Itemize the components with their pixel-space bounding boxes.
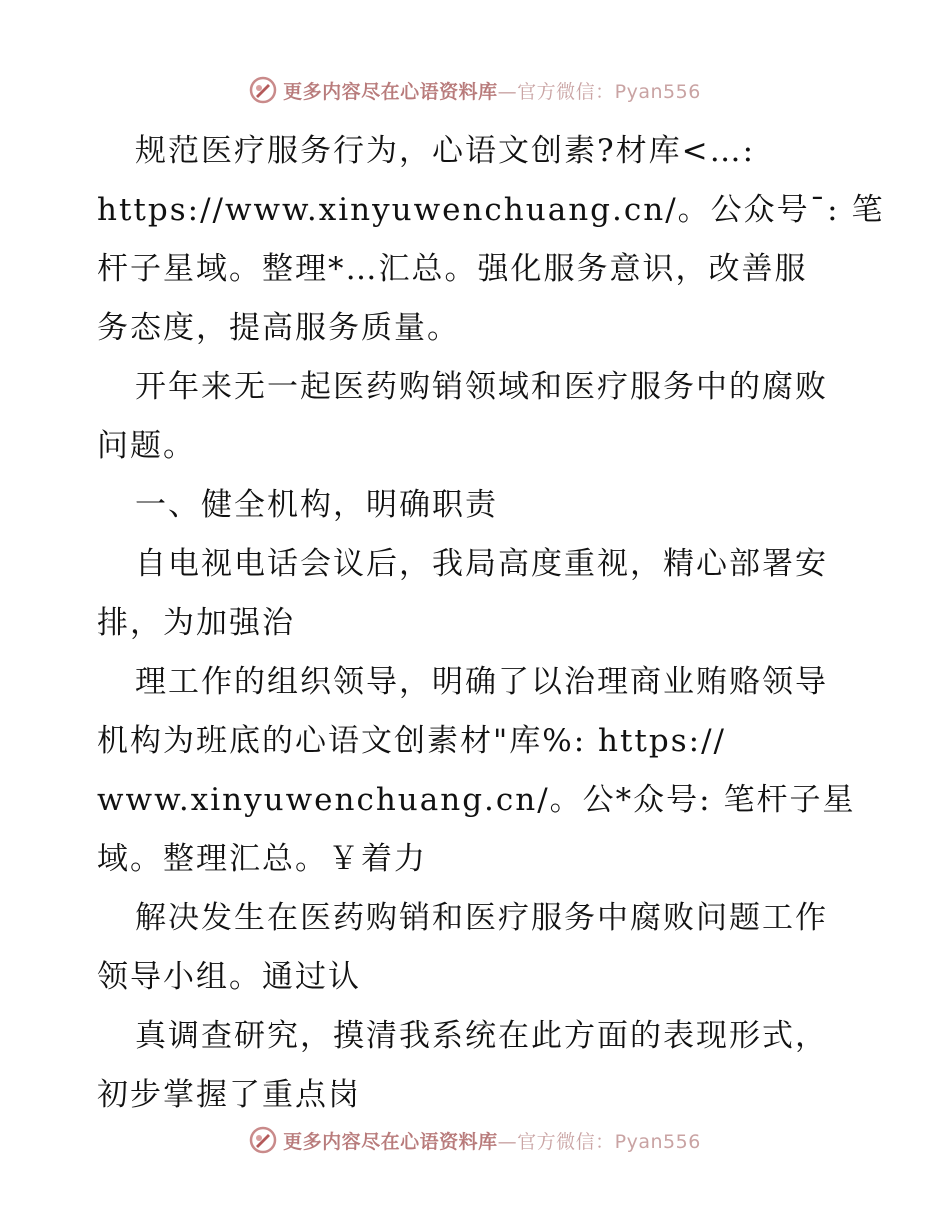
document-body [97,122,885,1125]
body-line: 解决发生在医药购销和医疗服务中腐败问题工作 [135,900,828,936]
body-line: https://www.xinyuwenchuang.cn/。公众号¯: 笔 [97,192,885,228]
body-line: 初步掌握了重点岗 [97,1077,361,1113]
footer-banner [0,1120,950,1160]
body-line: 机构为班底的心语文创素材"库%: https:// [97,723,726,759]
pen-logo-icon [249,76,277,104]
header-wechat-text: —官方微信：Pyan556 [497,80,701,103]
body-line: 域。整理汇总。￥着力 [97,841,427,877]
body-line: www.xinyuwenchuang.cn/。公*众号: 笔杆子星 [97,782,856,818]
body-line: 排，为加强治 [97,605,295,641]
body-line: 杆子星域。整理*…汇总。强化服务意识，改善服 [97,251,808,287]
footer-brand-text: 更多内容尽在心语资料库 [283,1130,498,1153]
body-line: 规范医疗服务行为，心语文创素?材库<…: [135,133,756,169]
body-line: 领导小组。通过认 [97,959,361,995]
footer-banner-text [283,1127,701,1154]
footer-wechat-text: —官方微信：Pyan556 [497,1130,701,1153]
body-line: 问题。 [97,428,196,464]
body-line: 务态度，提高服务质量。 [97,310,460,346]
body-line: 真调查研究，摸清我系统在此方面的表现形式， [135,1018,828,1054]
header-banner-text [283,77,701,104]
pen-logo-icon [249,1126,277,1154]
body-line: 理工作的组织领导，明确了以治理商业贿赂领导 [135,664,828,700]
header-banner [0,70,950,110]
header-brand-text: 更多内容尽在心语资料库 [283,80,498,103]
section-heading: 一、健全机构，明确职责 [135,487,498,523]
body-line: 开年来无一起医药购销领域和医疗服务中的腐败 [135,369,828,405]
body-line: 自电视电话会议后，我局高度重视，精心部署安 [135,546,828,582]
